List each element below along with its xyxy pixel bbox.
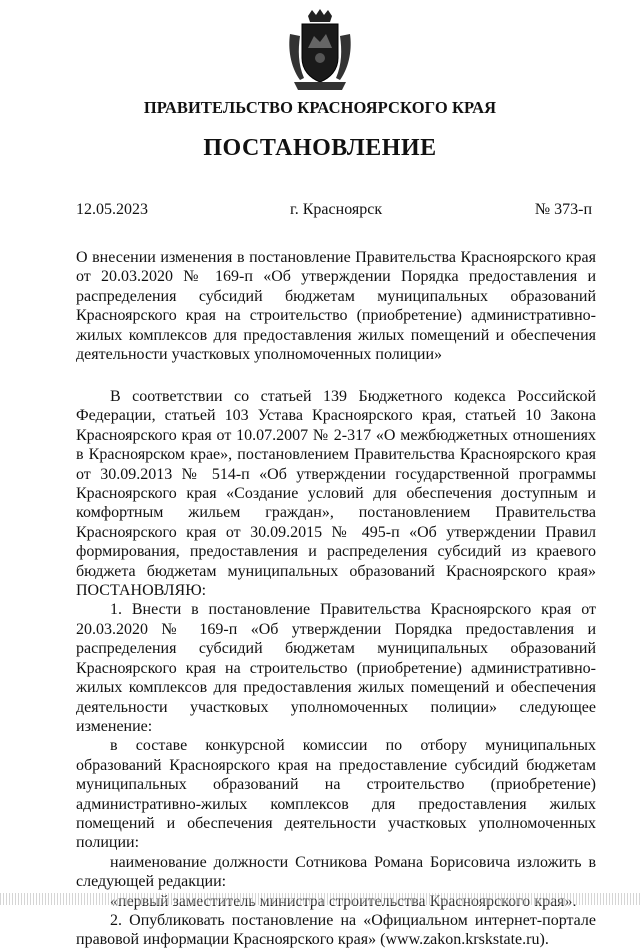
document-date: 12.05.2023 xyxy=(76,201,148,218)
coat-of-arms-icon xyxy=(286,8,354,92)
paragraph-position-name: наименование должности Сотникова Романа Борисовича изложить в следующей редакции: xyxy=(76,853,596,891)
document-meta-row xyxy=(76,201,592,221)
paragraph-item-1: 1. Внести в постановление Правительства Красноярского края от 20.03.2020 № 169-п «Об утверждении Порядка предоставления и распределения субсидий бюджетам муниципальных образований Красноярского края на строительство (приобретение) административно-жилых комплексов для предоставления жилых помещений и обеспечения деятельности участковых уполномоченных полиции» следующее изменение: xyxy=(76,601,596,735)
document-city: г. Красноярск xyxy=(290,201,383,218)
paragraph-item-2: 2. Опубликовать постановление на «Официальном интернет-портале правовой информации Красноярского края» (www.zakon.krskstate.ru). xyxy=(76,911,596,949)
document-type-title: ПОСТАНОВЛЕНИЕ xyxy=(203,135,437,161)
document-subject: О внесении изменения в постановление Правительства Красноярского края от 20.03.2020 № 169-п «Об утверждении Порядка предоставления и распределения субсидий бюджетам муниципальных образований Красноярского края на строительство (приобретение) административно-жилых комплексов для предоставления жилых помещений и обеспечения деятельности участковых уполномоченных полиции» xyxy=(76,249,596,364)
paragraph-commission: в составе конкурсной комиссии по отбору муниципальных образований Красноярского края на предоставление субсидий бюджетам муниципальных образований на строительство (приобретение) административно-жилых комплексов для предоставления жилых помещений и обеспечения деятельности участковых уполномоченных полиции: xyxy=(76,737,596,852)
paragraph-preamble: В соответствии со статьей 139 Бюджетного кодекса Российской Федерации, статьей 103 Устава Красноярского края, статьей 10 Закона Красноярского края от 10.07.2007 № 2-317 «О межбюджетных отношениях в Красноярском крае», постановлением Правительства Красноярского края от 30.09.2013 № 514-п «Об утверждении государственной программы Красноярского края «Создание условий для обеспечения доступным и комфортным жильем граждан», постановлением Правительства Красноярского края от 30.09.2015 № 495-п «Об утверждении Правил формирования, предоставления и распределения субсидий из краевого бюджета бюджетам муниципальных образований Красноярского края» ПОСТАНОВЛЯЮ: xyxy=(76,388,596,600)
scan-edge-strip xyxy=(0,893,640,905)
document-number: № 373-п xyxy=(534,201,592,218)
document-body xyxy=(76,387,596,950)
paragraph-new-wording: «первый заместитель министра строительства Красноярского края». xyxy=(110,892,577,910)
government-name: ПРАВИТЕЛЬСТВО КРАСНОЯРСКОГО КРАЯ xyxy=(143,98,497,117)
